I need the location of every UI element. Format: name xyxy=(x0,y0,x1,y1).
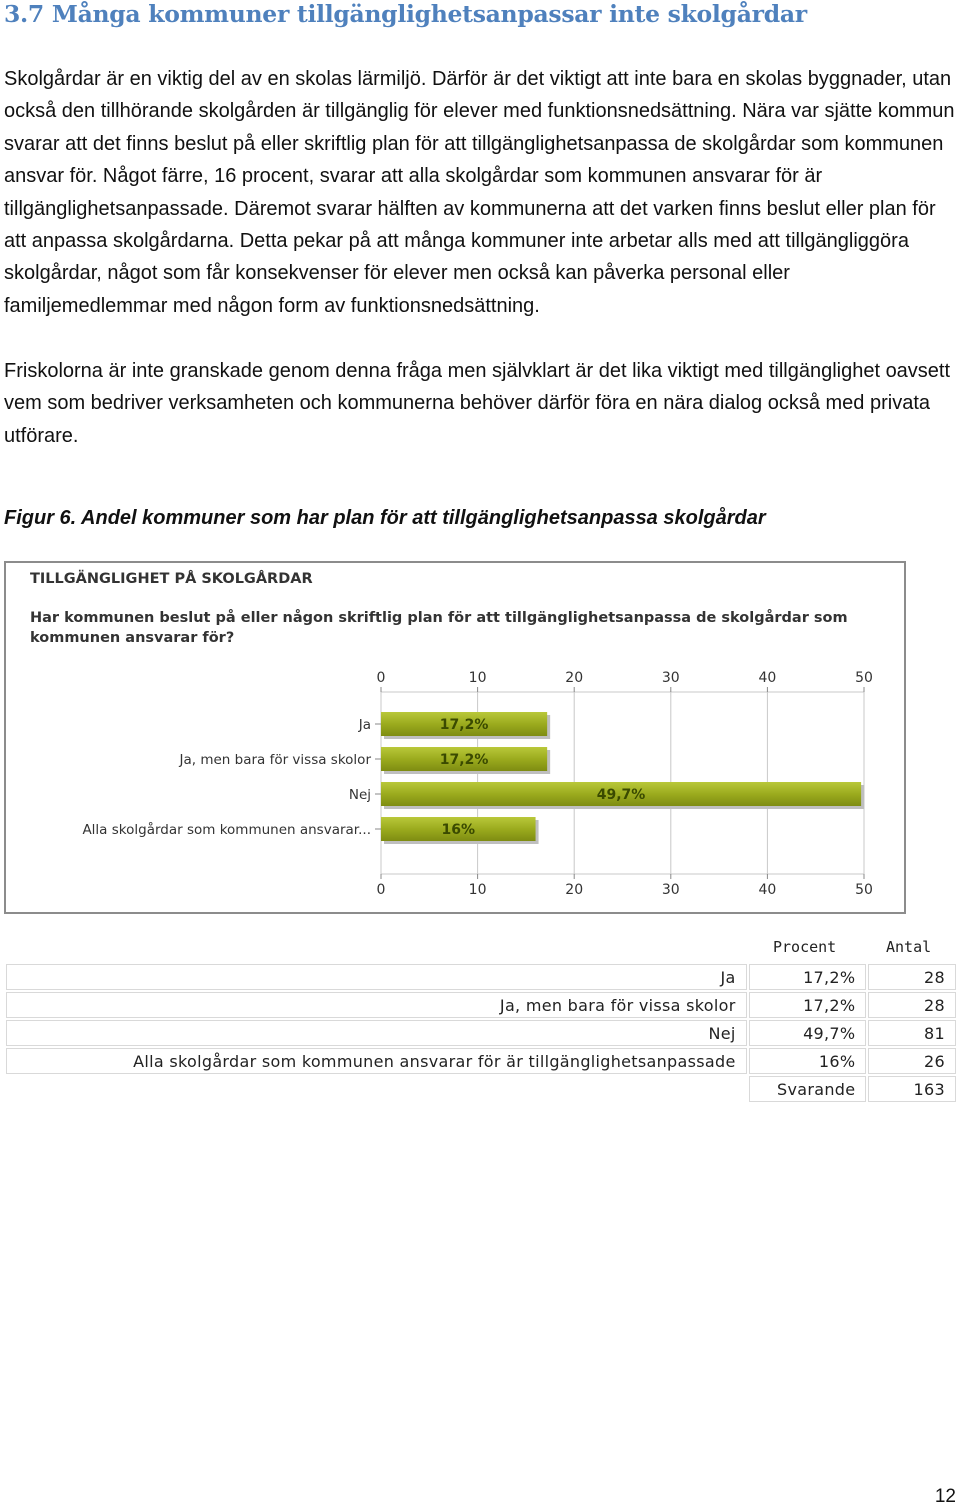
empty-cell xyxy=(6,1076,747,1102)
row-label: Alla skolgårdar som kommunen ansvarar för är tillgänglighetsanpassade xyxy=(6,1048,747,1074)
table-row xyxy=(6,1048,956,1074)
value-label: 17,2% xyxy=(439,752,489,768)
x-tick-label-top: 10 xyxy=(468,670,487,686)
chart-question: Har kommunen beslut på eller någon skriftlig plan för att tillgänglighetsanpassa de skolgårdar som kommunen ansvarar för? xyxy=(30,610,848,646)
x-tick-label-top: 40 xyxy=(758,670,777,686)
column-header-percent: Procent xyxy=(773,938,837,956)
table-row xyxy=(6,992,956,1018)
x-tick-label-bottom: 20 xyxy=(565,882,584,898)
table-row xyxy=(6,964,956,990)
value-label: 17,2% xyxy=(439,717,489,733)
row-percent: 17,2% xyxy=(749,964,867,990)
row-count: 28 xyxy=(868,964,956,990)
category-label: Alla skolgårdar som kommunen ansvarar... xyxy=(82,822,371,838)
table-row xyxy=(6,1020,956,1046)
row-count: 26 xyxy=(868,1048,956,1074)
x-tick-label-bottom: 30 xyxy=(661,882,680,898)
value-label: 16% xyxy=(441,822,476,838)
body-paragraph-2: Friskolorna är inte granskade genom denna fråga men självklart är det lika viktigt med tillgänglighet oavsett vem som bedriver verksamheten och kommunerna behöver därför föra en nära dialog också med privata utförare. xyxy=(4,360,951,447)
row-label: Ja, men bara för vissa skolor xyxy=(6,992,747,1018)
x-tick-label-bottom: 40 xyxy=(758,882,777,898)
row-percent: 16% xyxy=(749,1048,867,1074)
chart-title: TILLGÄNGLIGHET PÅ SKOLGÅRDAR xyxy=(30,571,313,587)
x-tick-label-top: 20 xyxy=(565,670,584,686)
row-percent: 17,2% xyxy=(749,992,867,1018)
page-number: 12 xyxy=(934,1486,956,1507)
x-tick-label-bottom: 50 xyxy=(855,882,873,898)
category-label: Nej xyxy=(348,787,371,803)
x-tick-label-top: 0 xyxy=(376,670,386,686)
value-label: 49,7% xyxy=(596,787,646,803)
table-total-row xyxy=(6,1076,956,1102)
category-label: Ja, men bara för vissa skolor xyxy=(179,752,371,768)
figure-caption: Figur 6. Andel kommuner som har plan för att tillgänglighetsanpassa skolgårdar xyxy=(4,507,766,529)
row-percent: 49,7% xyxy=(749,1020,867,1046)
section-heading: 3.7 Många kommuner tillgänglighetsanpassar inte skolgårdar xyxy=(4,0,807,28)
x-tick-label-bottom: 10 xyxy=(468,882,487,898)
row-count: 28 xyxy=(868,992,956,1018)
row-count: 81 xyxy=(868,1020,956,1046)
total-label: Svarande xyxy=(749,1076,867,1102)
category-label: Ja xyxy=(358,717,371,733)
x-tick-label-top: 50 xyxy=(855,670,873,686)
row-label: Ja xyxy=(6,964,747,990)
results-table xyxy=(4,962,958,1104)
column-header-count: Antal xyxy=(886,938,932,956)
total-count: 163 xyxy=(868,1076,956,1102)
row-label: Nej xyxy=(6,1020,747,1046)
x-tick-label-bottom: 0 xyxy=(376,882,386,898)
x-tick-label-top: 30 xyxy=(661,670,680,686)
body-paragraph-1: Skolgårdar är en viktig del av en skolas lärmiljö. Därför är det viktigt att inte bara en skolas byggnader, utan också den tillhörande skolgården är tillgänglig för elever med funktionsnedsättning. Nära var sjätte kommun svarar att det finns beslut på eller skriftlig plan för att tillgänglighetsanpassa de skolgårdar som kommunen ansvar för. Något färre, 16 procent, svarar att alla skolgårdar som kommunen ansvarar för är tillgänglighetsanpassade. Däremot svarar hälften av kommunerna att det varken finns beslut eller plan för att anpassa skolgårdarna. Detta pekar på att många kommuner inte arbetar alls med att tillgängliggöra skolgårdar, något som får konsekvenser för elever men också kan påverka personal eller familjemedlemmar med någon form av funktionsnedsättning. xyxy=(4,68,955,317)
